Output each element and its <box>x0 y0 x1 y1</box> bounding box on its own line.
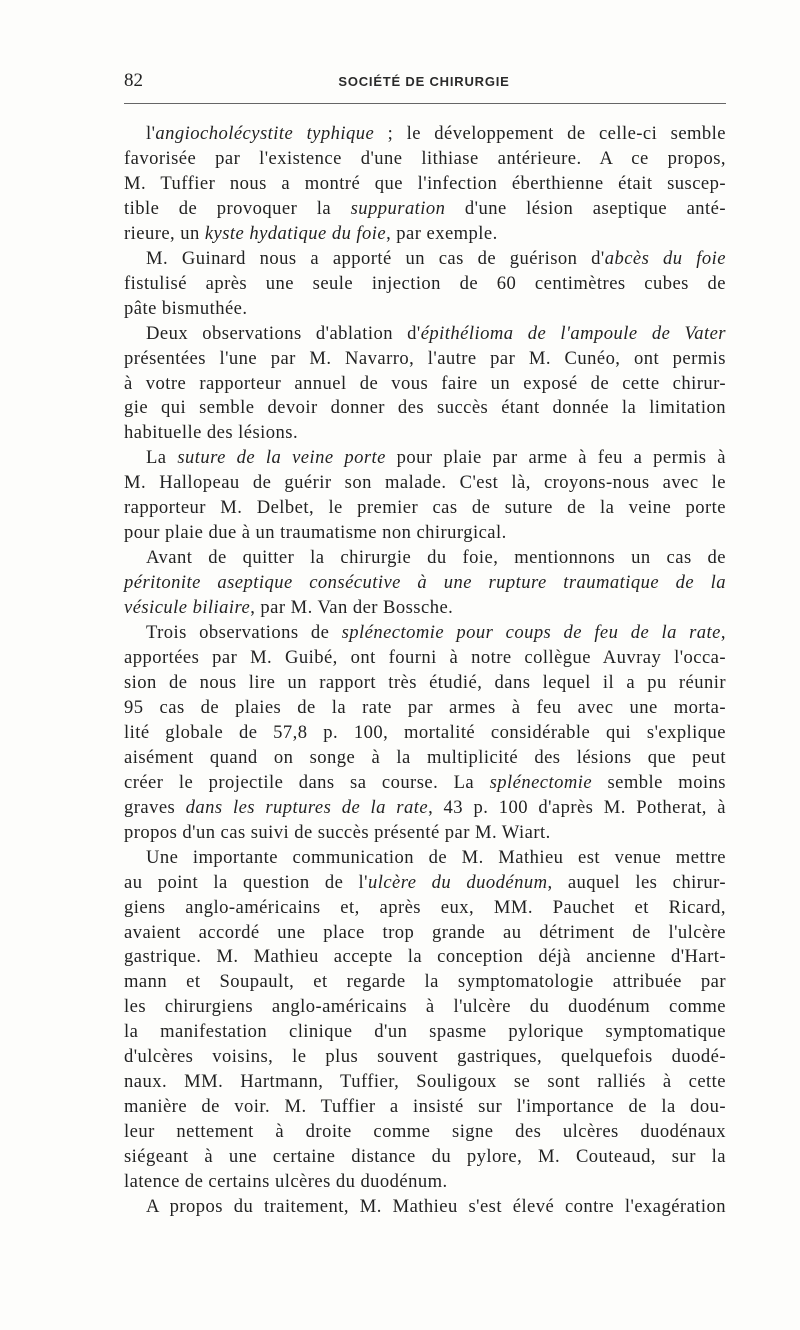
text-line <box>124 1170 726 1195</box>
text-line <box>124 247 726 272</box>
text-line <box>124 421 726 446</box>
text-line <box>124 596 726 621</box>
text-line <box>124 372 726 397</box>
text-line <box>124 970 726 995</box>
text-line <box>124 147 726 172</box>
text-run: , 43 p. 100 d'après M. Potherat, à <box>428 796 727 818</box>
text-run: leur nettement à droite comme signe des ulcères duodénaux <box>124 1121 726 1143</box>
text-run: rieure, un <box>124 222 205 244</box>
text-run: Une importante communication de M. Mathieu est venue mettre <box>146 846 726 868</box>
header-rule <box>124 103 726 104</box>
italic-run: splénectomie <box>489 771 593 793</box>
text-line <box>124 1020 726 1045</box>
text-run: apportées par M. Guibé, ont fourni à notre collègue Auvray l'occa- <box>124 647 726 669</box>
text-run: favorisée par l'existence d'une lithiase antérieure. A ce propos, <box>124 147 726 169</box>
text-line <box>124 771 726 796</box>
text-line <box>124 1070 726 1095</box>
text-line <box>124 122 726 147</box>
text-run: siégeant à une certaine distance du pylore, M. Couteaud, sur la <box>124 1146 726 1168</box>
text-run: Trois observations de <box>146 622 342 644</box>
text-run: habituelle des lésions. <box>124 422 299 444</box>
text-line <box>124 521 726 546</box>
text-run: fistulisé après une seule injection de 60 centimètres cubes de <box>124 272 726 294</box>
text-run: graves <box>124 796 186 818</box>
italic-run: angiocholécystite typhique <box>155 123 375 144</box>
text-line <box>124 347 726 372</box>
text-run: , auquel les chirur- <box>547 871 726 893</box>
text-line <box>124 1195 726 1220</box>
italic-run: vésicule biliaire <box>124 597 251 619</box>
text-run: l' <box>146 123 156 144</box>
text-line <box>124 446 726 471</box>
text-line <box>124 297 726 322</box>
text-run: A propos du traitement, M. Mathieu s'est élevé contre l'exagération <box>146 1195 726 1217</box>
text-line <box>124 197 726 222</box>
page-number: 82 <box>124 70 143 91</box>
italic-run: splénectomie pour coups de feu de la rate <box>341 622 721 644</box>
text-run: giens anglo-américains et, après eux, MM. Pauchet et Ricard, <box>124 896 726 918</box>
body-text <box>124 122 726 1220</box>
text-line <box>124 746 726 771</box>
text-line <box>124 696 726 721</box>
text-run: Avant de quitter la chirurgie du foie, mentionnons un cas de <box>146 547 726 569</box>
text-run: pour plaie par arme à feu a permis à <box>385 447 726 469</box>
text-run: propos d'un cas suivi de succès présenté par M. Wiart. <box>124 821 551 843</box>
text-run: gastrique. M. Mathieu accepte la conception déjà ancienne d'Hart- <box>124 946 726 968</box>
text-run: lité globale de 57,8 p. 100, mortalité considérable qui s'explique <box>124 721 726 743</box>
text-line <box>124 621 726 646</box>
text-line <box>124 896 726 921</box>
text-line <box>124 796 726 821</box>
text-run: pâte bismuthée. <box>124 297 248 319</box>
italic-run: péritonite aseptique consécutive à une rupture traumatique de la <box>124 572 726 594</box>
text-line <box>124 995 726 1020</box>
text-line <box>124 272 726 297</box>
text-line <box>124 1120 726 1145</box>
italic-run: ulcère du duodénum <box>367 871 548 893</box>
text-line <box>124 846 726 871</box>
text-line <box>124 471 726 496</box>
text-line <box>124 222 726 247</box>
text-line <box>124 571 726 596</box>
text-run: créer le projectile dans sa course. La <box>124 771 490 793</box>
text-run: à votre rapporteur annuel de vous faire un exposé de cette chirur- <box>124 372 726 394</box>
text-line <box>124 496 726 521</box>
text-line <box>124 1145 726 1170</box>
text-run: tible de provoquer la <box>124 197 351 219</box>
italic-run: épithélioma de l'ampoule de Vater <box>420 322 726 344</box>
text-run: avaient accordé une place trop grande au détriment de l'ulcère <box>124 921 726 943</box>
text-run: , par exemple. <box>386 222 498 244</box>
text-run: au point la question de l' <box>124 871 368 893</box>
text-run: la manifestation clinique d'un spasme pylorique symptomatique <box>124 1021 726 1043</box>
italic-run: kyste hydatique du foie <box>204 222 387 244</box>
text-run: La <box>146 447 178 469</box>
text-run: pour plaie due à un traumatisme non chirurgical. <box>124 522 507 544</box>
text-run: présentées l'une par M. Navarro, l'autre par M. Cunéo, ont permis <box>124 347 726 369</box>
text-line <box>124 821 726 846</box>
italic-run: dans les ruptures de la rate <box>185 796 429 818</box>
text-run: gie qui semble devoir donner des succès étant donnée la limitation <box>124 397 726 419</box>
running-head <box>124 70 724 96</box>
text-run: manière de voir. M. Tuffier a insisté sur l'importance de la dou- <box>124 1096 726 1118</box>
italic-run: suture de la veine porte <box>177 447 386 469</box>
text-line <box>124 322 726 347</box>
text-run: Deux observations d'ablation d' <box>146 322 421 344</box>
text-line <box>124 646 726 671</box>
text-run: ; le développement de celle-ci semble <box>374 123 726 144</box>
text-line <box>124 945 726 970</box>
text-run: semble moins <box>592 771 726 793</box>
italic-run: abcès du foie <box>604 247 726 269</box>
text-run: mann et Soupault, et regarde la symptomatologie attribuée par <box>124 971 726 993</box>
text-run: rapporteur M. Delbet, le premier cas de suture de la veine porte <box>124 497 726 519</box>
text-run: sion de nous lire un rapport très étudié, dans lequel il a pu réunir <box>124 671 726 693</box>
text-run: M. Guinard nous a apporté un cas de guérison d' <box>146 247 605 269</box>
text-run: les chirurgiens anglo-américains à l'ulcère du duodénum comme <box>124 996 726 1018</box>
text-line <box>124 172 726 197</box>
text-run: , <box>720 622 726 644</box>
running-title: SOCIÉTÉ DE CHIRURGIE <box>338 74 510 89</box>
text-line <box>124 871 726 896</box>
text-run: latence de certains ulcères du duodénum. <box>124 1171 448 1193</box>
text-line <box>124 546 726 571</box>
text-line <box>124 671 726 696</box>
text-run: M. Hallopeau de guérir son malade. C'est là, croyons-nous avec le <box>124 472 726 494</box>
text-run: M. Tuffier nous a montré que l'infection éberthienne était suscep- <box>124 172 726 194</box>
text-line <box>124 921 726 946</box>
text-run: 95 cas de plaies de la rate par armes à feu avec une morta- <box>124 696 726 718</box>
text-line <box>124 1045 726 1070</box>
text-run: d'ulcères voisins, le plus souvent gastriques, quelquefois duodé- <box>124 1046 726 1068</box>
text-line <box>124 396 726 421</box>
italic-run: suppuration <box>350 197 446 219</box>
text-run: d'une lésion aseptique anté- <box>445 197 726 219</box>
text-line <box>124 721 726 746</box>
text-line <box>124 1095 726 1120</box>
text-run: aisément quand on songe à la multiplicité des lésions que peut <box>124 746 726 768</box>
text-run: , par M. Van der Bossche. <box>250 597 454 619</box>
text-run: naux. MM. Hartmann, Tuffier, Souligoux se sont ralliés à cette <box>124 1071 726 1093</box>
